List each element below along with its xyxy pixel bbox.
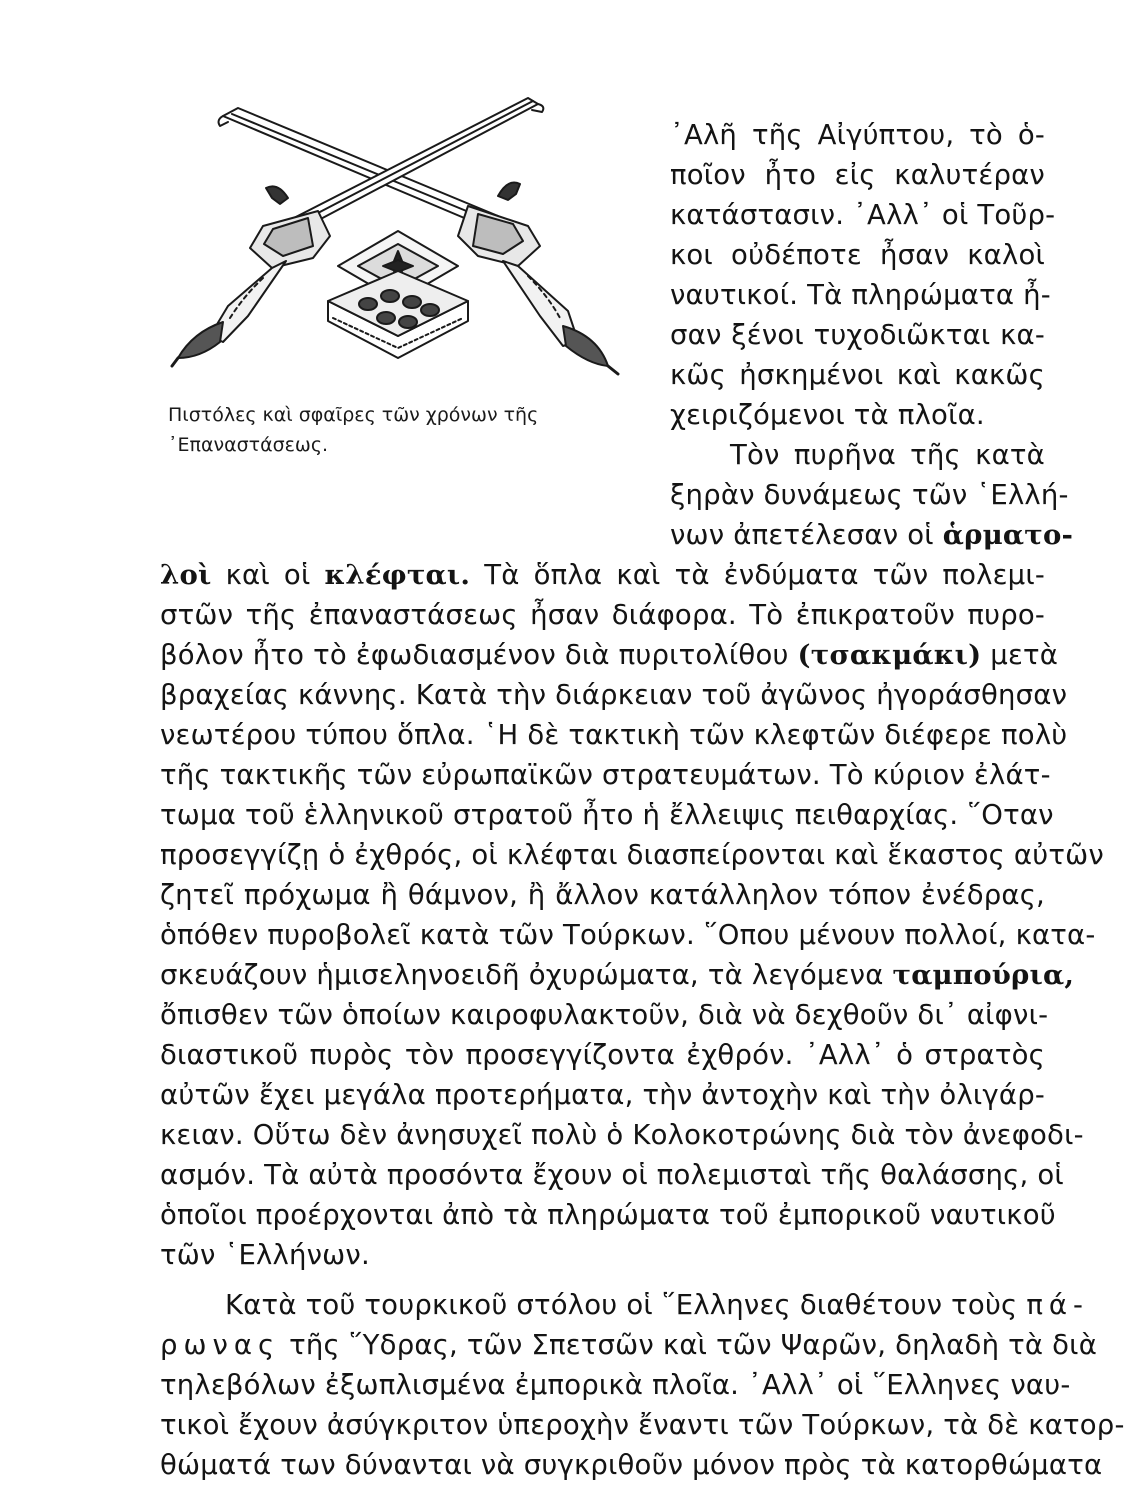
text-line: κῶς ἠσκημένοι καὶ κακῶς	[670, 359, 1045, 391]
text-line	[160, 1325, 1098, 1365]
text-line: θώματά των δύνανται νὰ συγκριθοῦν μόνον πρὸς τὰ κατορθώματα	[160, 1449, 1103, 1481]
text-line: τῶν ῾Ελλήνων.	[160, 1239, 370, 1271]
text-line: ὁπόθεν πυροβολεῖ κατὰ τῶν Τούρκων. ῞Οπου μένουν πολλοί, κατα-	[160, 919, 1096, 951]
text-line: ασμόν. Τὰ αὐτὰ προσόντα ἔχουν οἱ πολεμισταὶ τῆς θαλάσσης, οἱ	[160, 1159, 1064, 1191]
text-line: ζητεῖ πρόχωμα ἢ θάμνον, ἢ ἄλλον κατάλληλον τόπον ἐνέδρας,	[160, 879, 1045, 911]
text-line: τωμα τοῦ ἑλληνικοῦ στρατοῦ ἦτο ἡ ἔλλειψις πειθαρχίας. ῞Οταν	[160, 799, 1054, 831]
text-run: βόλον ἦτο τὸ ἐφωδιασμένον διὰ πυριτολίθου	[160, 639, 798, 671]
text-line: ὁποῖοι προέρχονται ἀπὸ τὰ πληρώματα τοῦ ἐμπορικοῦ ναυτικοῦ	[160, 1199, 1056, 1231]
text-line: αὐτῶν ἔχει μεγάλα προτερήματα, τὴν ἀντοχὴν καὶ τὴν ὀλιγάρ-	[160, 1079, 1045, 1111]
text-line	[160, 955, 1075, 995]
pistols-illustration	[168, 96, 658, 386]
text-line: κοι οὐδέποτε ἦσαν καλοὶ	[670, 239, 1045, 271]
bold-term: ταμπούρια,	[892, 959, 1075, 991]
text-run: σκευάζουν ἡμισεληνοειδῆ ὀχυρώματα, τὰ λεγόμενα	[160, 959, 893, 991]
text-line: ναυτικοί. Τὰ πληρώματα ἦ-	[670, 279, 1051, 311]
text-line: ᾿Αλῆ τῆς Αἰγύπτου, τὸ ὁ-	[670, 119, 1045, 151]
text-line: ὄπισθεν τῶν ὁποίων καιροφυλακτοῦν, διὰ νὰ δεχθοῦν δι᾿ αἰφνι-	[160, 999, 1049, 1031]
spaced-term: ρωνας	[160, 1329, 281, 1361]
ammunition-box-icon	[328, 231, 468, 358]
caption-line: Πιστόλες καὶ σφαῖρες τῶν χρόνων τῆς	[168, 404, 539, 426]
bold-term: κλέφται.	[324, 559, 471, 591]
text-line: στῶν τῆς ἐπαναστάσεως ἦσαν διάφορα. Τὸ ἐπικρατοῦν πυρο-	[160, 599, 1045, 631]
text-line: σαν ξένοι τυχοδιῶκται κα-	[670, 319, 1045, 351]
text-line: νεωτέρου τύπου ὅπλα. ῾Η δὲ τακτικὴ τῶν κλεφτῶν διέφερε πολὺ	[160, 719, 1068, 751]
text-run: Τὰ ὅπλα καὶ τὰ ἐνδύματα τῶν πολεμι-	[470, 559, 1045, 591]
text-line: κειαν. Οὕτω δὲν ἀνησυχεῖ πολὺ ὁ Κολοκοτρώνης διὰ τὸν ἀνεφοδι-	[160, 1119, 1084, 1151]
bold-term: λοὶ	[160, 559, 212, 591]
bold-term: (τσακμάκι)	[797, 639, 982, 671]
text-line	[670, 515, 1074, 555]
text-line	[160, 1285, 1089, 1325]
spaced-term: πά-	[1026, 1289, 1089, 1321]
text-line: Τὸν πυρῆνα τῆς κατὰ	[730, 439, 1045, 471]
text-line	[160, 635, 1059, 675]
text-line: προσεγγίζῃ ὁ ἐχθρός, οἱ κλέφται διασπείρονται καὶ ἕκαστος αὐτῶν	[160, 839, 1104, 871]
text-run: Κατὰ τοῦ τουρκικοῦ στόλου οἱ ῞Ελληνες διαθέτουν τοὺς	[225, 1289, 1027, 1321]
text-line: τηλεβόλων ἐξωπλισμένα ἐμπορικὰ πλοῖα. ᾿Αλλ᾿ οἱ ῞Ελληνες ναυ-	[160, 1369, 1071, 1401]
figure-caption	[168, 400, 608, 460]
text-run: νων ἀπετέλεσαν οἱ	[670, 519, 943, 551]
text-run: τῆς ῞Υδρας, τῶν Σπετσῶν καὶ τῶν Ψαρῶν, δηλαδὴ τὰ διὰ	[280, 1329, 1098, 1361]
text-line	[160, 555, 1045, 595]
bold-term: ἁρματο-	[942, 519, 1074, 551]
text-run: μετὰ	[981, 639, 1059, 671]
caption-line: ᾿Επαναστάσεως.	[168, 434, 329, 456]
text-line: βραχείας κάννης. Κατὰ τὴν διάρκειαν τοῦ ἀγῶνος ἠγοράσθησαν	[160, 679, 1068, 711]
text-line: χειριζόμενοι τὰ πλοῖα.	[670, 399, 985, 431]
text-line: κατάστασιν. ᾿Αλλ᾿ οἱ Τοῦρ-	[670, 199, 1056, 231]
text-line: διαστικοῦ πυρὸς τὸν προσεγγίζοντα ἐχθρόν. ᾿Αλλ᾿ ὁ στρατὸς	[160, 1039, 1045, 1071]
text-line: ποῖον ἦτο εἰς καλυτέραν	[670, 159, 1045, 191]
text-line: τικοὶ ἔχουν ἀσύγκριτον ὑπεροχὴν ἔναντι τῶν Τούρκων, τὰ δὲ κατορ-	[160, 1409, 1125, 1441]
text-line: ξηρὰν δυνάμεως τῶν ῾Ελλή-	[670, 479, 1069, 511]
text-line: τῆς τακτικῆς τῶν εὐρωπαϊκῶν στρατευμάτων. Τὸ κύριον ἐλάτ-	[160, 759, 1051, 791]
text-run: καὶ οἱ	[211, 559, 325, 591]
